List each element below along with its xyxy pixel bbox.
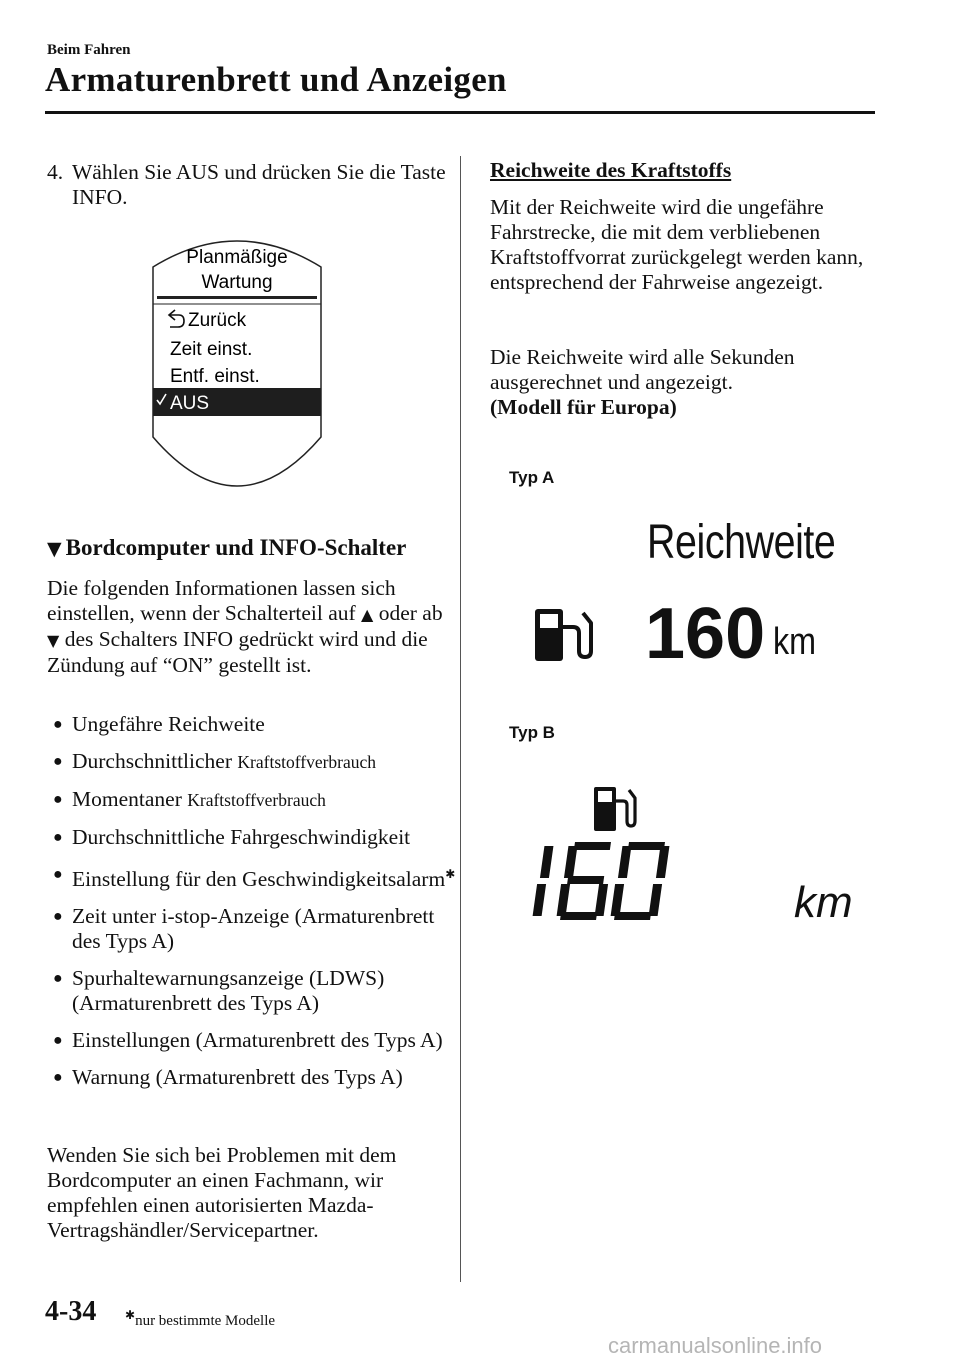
page-number: 4-34 (45, 1296, 97, 1327)
typ-a-display-title: Reichweite (647, 516, 836, 569)
triangle-up-icon: ▲ (361, 605, 374, 624)
footnote (125, 1308, 275, 1330)
subheading-bordcomputer (47, 535, 406, 561)
step-text: Wählen Sie AUS und drücken Sie die Taste INFO. (72, 160, 446, 209)
typ-b-range-unit: km (794, 878, 853, 927)
reichweite-update (490, 345, 890, 420)
fuel-pump-icon (592, 783, 638, 833)
typ-a-range-value: 160 (645, 594, 766, 674)
intro-paragraph (47, 576, 447, 678)
list-item: ● Durchschnittliche Fahrgeschwindigkeit (53, 825, 411, 849)
intro-text-1: Die folgenden Informationen lassen sich einstellen, wenn der Schalterteil auf (47, 576, 396, 625)
asterisk-icon: ✱ (445, 867, 456, 881)
list-item: ● Einstellungen (Armaturenbrett des Typs A) (53, 1028, 443, 1053)
typ-b-label: Typ B (509, 723, 555, 742)
lcd-item-aus: AUS (170, 393, 210, 414)
header-rule (45, 111, 875, 114)
lcd-item-zurueck: Zurück (188, 310, 247, 331)
intro-text-3: des Schalters INFO gedrückt wird und die Zündung auf “ON” gestellt ist. (47, 627, 428, 677)
list-item: ● Zeit unter i-stop-Anzeige (Armaturenbrett des Typs A) (53, 904, 435, 954)
typ-b-range-value (522, 838, 524, 840)
column-divider (460, 156, 461, 1282)
lcd-title-line1: Planmäßige (186, 247, 288, 268)
lcd-menu-illustration (151, 237, 323, 505)
typ-a-label: Typ A (509, 468, 555, 487)
lcd-title-line2: Wartung (201, 272, 273, 293)
section-title-reichweite: Reichweite des Kraftstoffs (490, 158, 732, 182)
model-note: (Modell für Europa) (490, 395, 677, 419)
page-title: Armaturenbrett und Anzeigen (45, 60, 507, 99)
list-item: ● Spurhaltewarnungsanzeige (LDWS) (Armaturenbrett des Typs A) (53, 966, 385, 1016)
intro-text-2: oder ab (378, 601, 443, 625)
list-item: ● Ungefähre Reichweite (53, 712, 265, 736)
closing-paragraph: Wenden Sie sich bei Problemen mit dem Bordcomputer an einen Fachmann, wir empfehlen einen autorisierten Mazda-Vertragshändler/Servicepartner. (47, 1143, 397, 1242)
watermark: carmanualsonline.info (608, 1333, 823, 1358)
triangle-down-icon: ▼ (47, 631, 60, 650)
list-item: ● Durchschnittlicher Kraftstoffverbrauch (53, 749, 377, 773)
step-number: 4. (47, 160, 64, 184)
seven-segment-160 (525, 842, 675, 920)
update-text: Die Reichweite wird alle Sekunden ausgerechnet und angezeigt. (490, 345, 795, 394)
triangle-down-icon: ▼ (47, 538, 62, 560)
reichweite-description: Mit der Reichweite wird die ungefähre Fahrstrecke, die mit dem verbliebenen Kraftstoffvorrat zurückgelegt werden kann, entsprechend der Fahrweise angezeigt. (490, 195, 864, 294)
lcd-item-entf: Entf. einst. (170, 366, 260, 387)
lcd-item-zeit: Zeit einst. (170, 339, 253, 360)
fuel-pump-icon (533, 603, 595, 665)
section-label: Beim Fahren (47, 42, 131, 58)
list-item: ● Momentaner Kraftstoffverbrauch (53, 787, 326, 811)
feature-list (47, 712, 457, 1102)
subheading-text: Bordcomputer und INFO-Schalter (65, 535, 407, 560)
footnote-text: nur bestimmte Modelle (135, 1313, 276, 1329)
list-item: ● Einstellung für den Geschwindigkeitsalarm✱ (53, 866, 456, 892)
asterisk-icon: ✱ (125, 1308, 136, 1322)
list-item: ● Warnung (Armaturenbrett des Typs A) (53, 1065, 403, 1090)
typ-a-range-unit: km (773, 621, 817, 663)
step-4 (47, 160, 447, 210)
